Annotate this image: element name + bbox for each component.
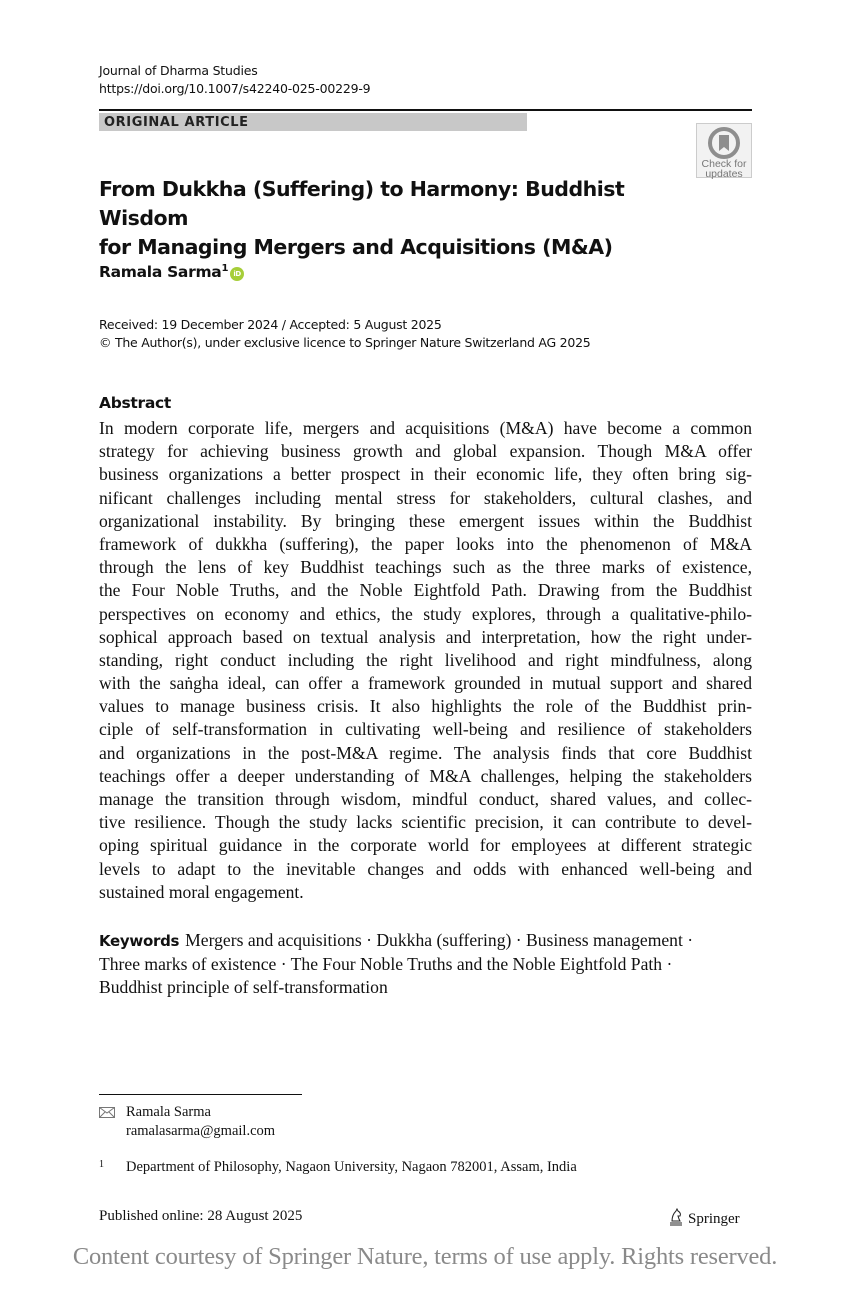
published-date: Published online: 28 August 2025 <box>99 1208 303 1224</box>
envelope-icon <box>99 1107 115 1118</box>
doi-link[interactable]: https://doi.org/10.1007/s42240-025-00229-9 <box>99 81 371 96</box>
contact-name: Ramala Sarma <box>126 1104 211 1120</box>
springer-horse-icon <box>668 1208 684 1226</box>
received-accepted-dates: Received: 19 December 2024 / Accepted: 5 August 2025 <box>99 317 442 332</box>
keywords-section <box>99 929 752 1000</box>
abstract-line: through the lens of key Buddhist teachings such as the three marks of existence, <box>99 557 752 578</box>
abstract-heading: Abstract <box>99 394 172 412</box>
title-line-2: for Managing Mergers and Acquisitions (M&A) <box>99 235 613 259</box>
check-for-label: Check for <box>701 158 747 170</box>
header-rule <box>99 109 752 111</box>
contact-email[interactable]: ramalasarma@gmail.com <box>126 1123 276 1139</box>
abstract-line: with the saṅgha ideal, can offer a framework grounded in mutual support and shared <box>99 673 752 694</box>
publisher-logo <box>668 1208 740 1228</box>
author-name[interactable]: Ramala Sarma <box>99 263 222 282</box>
footnote-rule <box>99 1094 302 1095</box>
abstract-line: In modern corporate life, mergers and acquisitions (M&A) have become a common <box>99 418 752 438</box>
keywords-line-2: Three marks of existence · The Four Noble Truths and the Noble Eightfold Path · <box>99 954 673 975</box>
abstract-line: sustained moral engagement. <box>99 881 304 902</box>
updates-label: updates <box>705 168 743 180</box>
abstract-line: oping spiritual guidance in the corporate world for employees at different strategic <box>99 835 752 856</box>
article-type-banner: ORIGINAL ARTICLE <box>99 113 527 131</box>
publisher-name: Springer <box>688 1211 740 1227</box>
bookmark-circle-icon <box>708 127 740 159</box>
journal-header <box>99 62 370 98</box>
copyright-notice: © The Author(s), under exclusive licence to Springer Nature Switzerland AG 2025 <box>99 335 591 350</box>
affiliation-mark: 1 <box>99 1159 104 1170</box>
abstract-line: the Four Noble Truths, and the Noble Eightfold Path. Drawing from the Buddhist <box>99 580 752 601</box>
abstract-line: manage the transition through wisdom, mindful conduct, shared values, and collec- <box>99 789 752 809</box>
abstract-line: values to manage business crisis. It also highlights the role of the Buddhist prin- <box>99 696 752 717</box>
keywords-line-3: Buddhist principle of self-transformation <box>99 977 388 998</box>
courtesy-notice: Content courtesy of Springer Nature, terms of use apply. Rights reserved. <box>72 1243 778 1270</box>
abstract-line: framework of dukkha (suffering), the paper looks into the phenomenon of M&A <box>99 533 752 554</box>
affiliation-text: Department of Philosophy, Nagaon University, Nagaon 782001, Assam, India <box>126 1159 577 1175</box>
keywords-label: Keywords <box>99 932 180 950</box>
abstract-line: teachings offer a deeper understanding of M&A challenges, helping the stakeholders <box>99 765 752 786</box>
author-line <box>99 263 244 281</box>
abstract-line: levels to adapt to the inevitable changes and odds with enhanced well-being and <box>99 858 752 879</box>
abstract-line: tive resilience. Though the study lacks scientific precision, it can contribute to devel- <box>99 812 752 833</box>
article-history <box>99 316 590 352</box>
title-line-1: From Dukkha (Suffering) to Harmony: Buddhist Wisdom <box>99 177 625 230</box>
article-title <box>99 175 689 262</box>
abstract-line: nificant challenges including mental stress for stakeholders, cultural clashes, and <box>99 487 752 508</box>
abstract-line: strategy for achieving business growth and global expansion. Though M&A offer <box>99 441 752 462</box>
check-for-updates-badge[interactable] <box>696 123 752 178</box>
author-affiliation-mark: 1 <box>221 263 229 274</box>
abstract-line: perspectives on economy and ethics, the study explores, through a qualitative-philo- <box>99 603 752 624</box>
abstract-line: and organizations in the post-M&A regime. The analysis finds that core Buddhist <box>99 742 752 763</box>
orcid-icon[interactable]: iD <box>230 267 244 281</box>
abstract-line: standing, right conduct including the right livelihood and right mindfulness, along <box>99 649 752 670</box>
abstract-line: organizational instability. By bringing these emergent issues within the Buddhist <box>99 510 752 531</box>
abstract-line: ciple of self-transformation in cultivating well-being and resilience of stakeholders <box>99 719 752 740</box>
abstract-body <box>99 417 752 904</box>
abstract-line: sophical approach based on textual analysis and interpretation, how the right under- <box>99 626 752 647</box>
journal-name: Journal of Dharma Studies <box>99 63 258 78</box>
keywords-line-1: Mergers and acquisitions · Dukkha (suffering) · Business management · <box>185 930 694 950</box>
abstract-line: business organizations a better prospect in their economic life, they often bring sig- <box>99 464 752 485</box>
